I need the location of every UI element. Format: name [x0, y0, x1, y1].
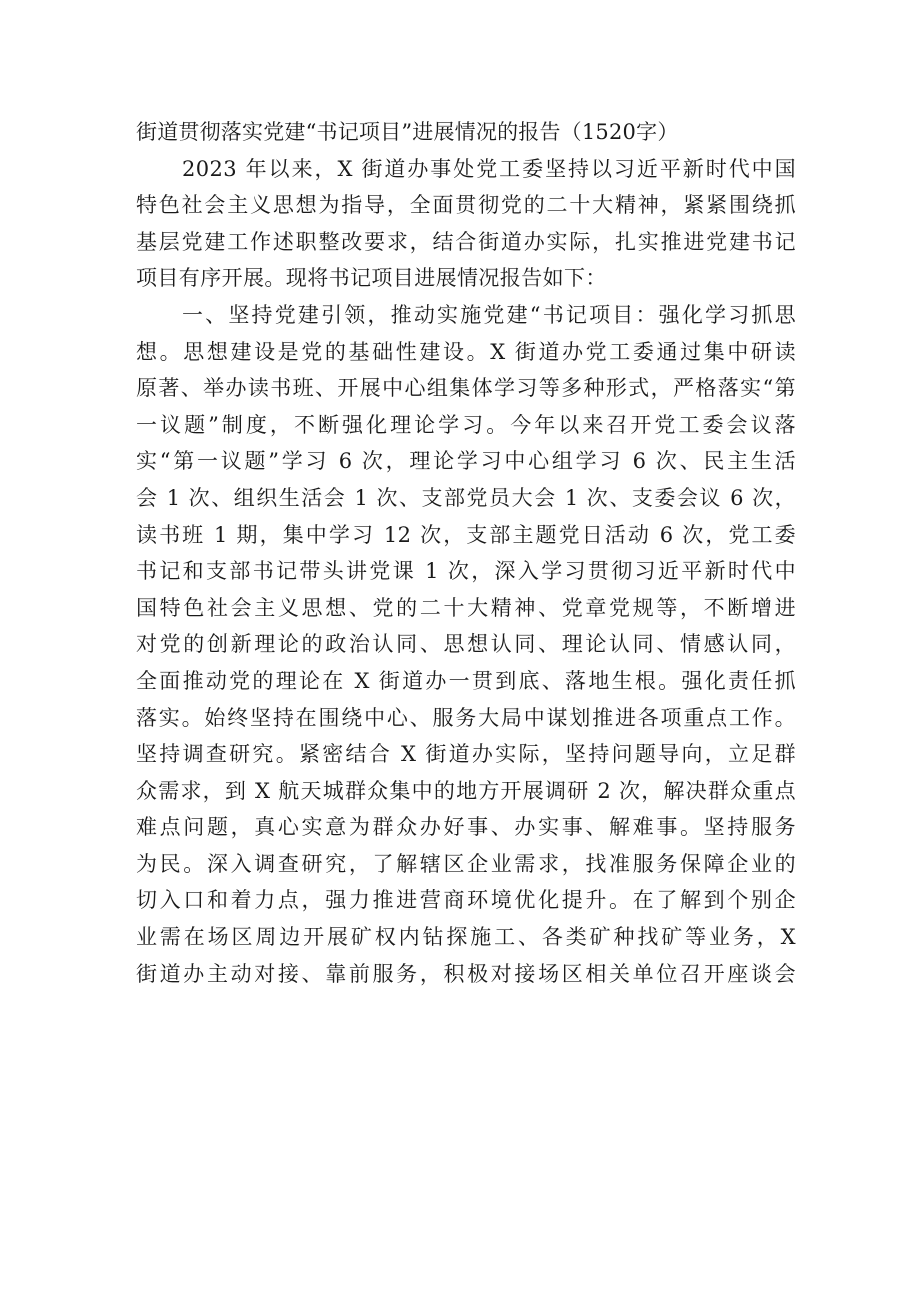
- paragraph-line: 全面推动党的理论在 X 街道办一贯到底、落地生根。强化责任抓: [136, 668, 796, 693]
- paragraph-line: 书记和支部书记带头讲党课 1 次，深入学习贯彻习近平新时代中: [136, 559, 796, 584]
- paragraph-line: 一、坚持党建引领，推动实施党建“书记项目：强化学习抓思: [182, 302, 796, 327]
- paragraph-section-one: [136, 297, 796, 992]
- paragraph-line: 原著、举办读书班、开展中心组集体学习等多种形式，严格落实“第: [136, 376, 796, 401]
- paragraph-line: 为民。深入调查研究，了解辖区企业需求，找准服务保障企业的: [136, 851, 796, 876]
- paragraph-line: 一议题”制度，不断强化理论学习。今年以来召开党工委会议落: [136, 412, 796, 437]
- paragraph-line: 会 1 次、组织生活会 1 次、支部党员大会 1 次、支委会议 6 次，: [136, 485, 796, 510]
- paragraph-intro: [136, 151, 796, 297]
- paragraph-line: 难点问题，真心实意为群众办好事、办实事、解难事。坚持服务: [136, 815, 796, 840]
- paragraph-line: 实“第一议题”学习 6 次，理论学习中心组学习 6 次、民主生活: [136, 449, 796, 474]
- paragraph-line: 街道办主动对接、靠前服务，积极对接场区相关单位召开座谈会: [136, 961, 796, 986]
- paragraph-line: 想。思想建设是党的基础性建设。X 街道办党工委通过集中研读: [136, 339, 796, 364]
- paragraph-line: 落实。始终坚持在围绕中心、服务大局中谋划推进各项重点工作。: [136, 705, 796, 730]
- document-title: 街道贯彻落实党建“书记项目”进展情况的报告（1520字）: [136, 120, 679, 144]
- paragraph-line: 特色社会主义思想为指导，全面贯彻党的二十大精神，紧紧围绕抓: [136, 193, 796, 218]
- paragraph-line: 项目有序开展。现将书记项目进展情况报告如下：: [136, 266, 607, 291]
- paragraph-line: 2023 年以来，X 街道办事处党工委坚持以习近平新时代中国: [182, 156, 796, 181]
- paragraph-line: 读书班 1 期，集中学习 12 次，支部主题党日活动 6 次，党工委: [136, 522, 796, 547]
- paragraph-line: 坚持调查研究。紧密结合 X 街道办实际，坚持问题导向，立足群: [136, 742, 796, 767]
- paragraph-line: 国特色社会主义思想、党的二十大精神、党章党规等，不断增进: [136, 595, 796, 620]
- paragraph-line: 切入口和着力点，强力推进营商环境优化提升。在了解到个别企: [136, 888, 796, 913]
- paragraph-line: 众需求，到 X 航天城群众集中的地方开展调研 2 次，解决群众重点: [136, 778, 796, 803]
- paragraph-line: 业需在场区周边开展矿权内钻探施工、各类矿种找矿等业务，X: [136, 925, 796, 950]
- document-page: [136, 114, 796, 992]
- paragraph-line: 基层党建工作述职整改要求，结合街道办实际，扎实推进党建书记: [136, 229, 796, 254]
- paragraph-line: 对党的创新理论的政治认同、思想认同、理论认同、情感认同，: [136, 632, 796, 657]
